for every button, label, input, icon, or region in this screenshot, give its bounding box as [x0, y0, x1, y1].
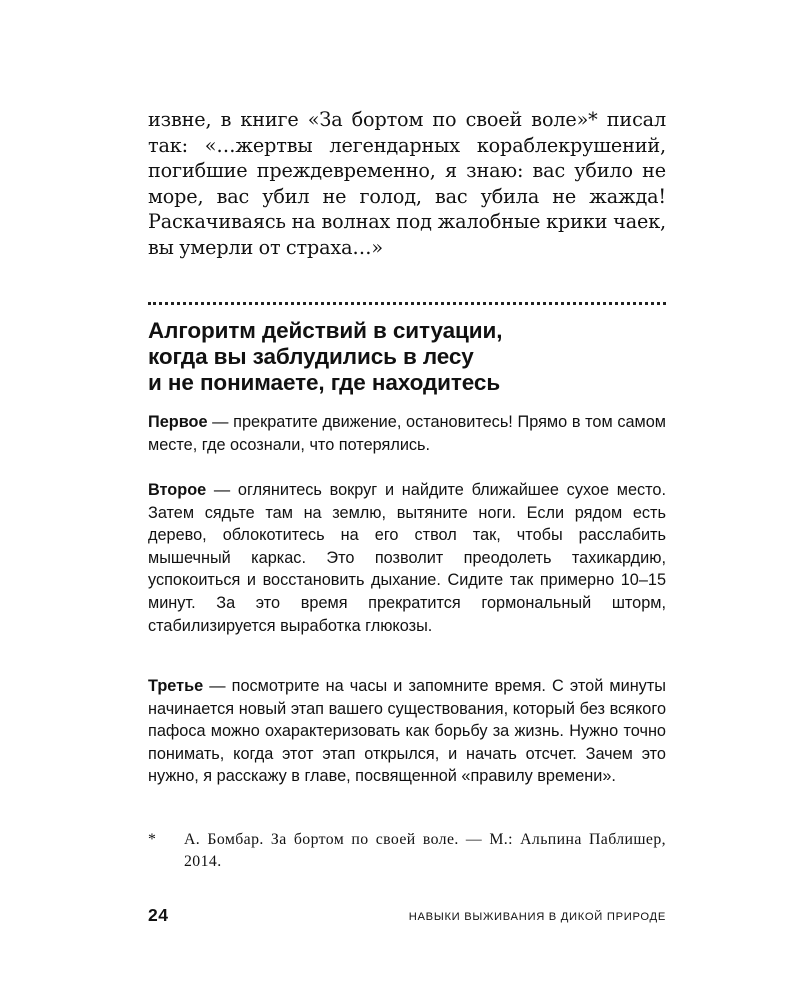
- step-second-title: Второе: [148, 481, 207, 499]
- footnote-mark: *: [148, 831, 156, 848]
- intro-paragraph: извне, в книге «За бортом по своей воле»* писал так: «…жертвы легендарных кораблекрушений, погибшие преждевременно, я знаю: вас убило не море, вас убил не голод, вас убила не жажда! Раскачиваясь на волнах под жалобные крики чаек, вы умерли от страха…»: [148, 108, 666, 259]
- heading-line-2: когда вы заблудились в лесу: [148, 344, 474, 369]
- dotted-divider: [148, 302, 666, 305]
- section-heading: [148, 318, 666, 396]
- step-second-text: — оглянитесь вокруг и найдите ближайшее сухое место. Затем сядьте там на землю, вытяните ноги. Если рядом есть дерево, облокотитесь на его ствол так, чтобы расслабить мышечный каркас. Это позволит преодолеть тахикардию, успокоиться и восстановить дыхание. Сидите так примерно 10–15 минут. За это время прекратится гормональный шторм, стабилизируется выработка глюкозы.: [148, 481, 666, 635]
- footnote-text: А. Бомбар. За бортом по своей воле. — М.: Альпина Паблишер, 2014.: [184, 831, 666, 870]
- step-first-text: — прекратите движение, остановитесь! Прямо в том самом месте, где осознали, что потерялись.: [148, 413, 666, 454]
- heading-line-3: и не понимаете, где находитесь: [148, 370, 501, 395]
- footnote: [148, 829, 666, 873]
- step-first: [148, 411, 666, 456]
- step-third-text: — посмотрите на часы и запомните время. С этой минуты начинается новый этап вашего существования, который без всякого пафоса можно охарактеризовать как борьбу за жизнь. Нужно точно понимать, когда этот этап открылся, и начать отсчет. Зачем это нужно, я расскажу в главе, посвященной «правилу времени».: [148, 677, 666, 786]
- running-title: НАВЫКИ ВЫЖИВАНИЯ В ДИКОЙ ПРИРОДЕ: [408, 911, 666, 923]
- step-third-title: Третье: [148, 677, 204, 695]
- step-first-title: Первое: [148, 413, 208, 431]
- page-number: 24: [148, 905, 169, 925]
- heading-line-1: Алгоритм действий в ситуации,: [148, 318, 503, 343]
- page-footer: [148, 905, 666, 929]
- step-second: [148, 479, 666, 637]
- book-page: [148, 0, 666, 1000]
- step-third: [148, 675, 666, 788]
